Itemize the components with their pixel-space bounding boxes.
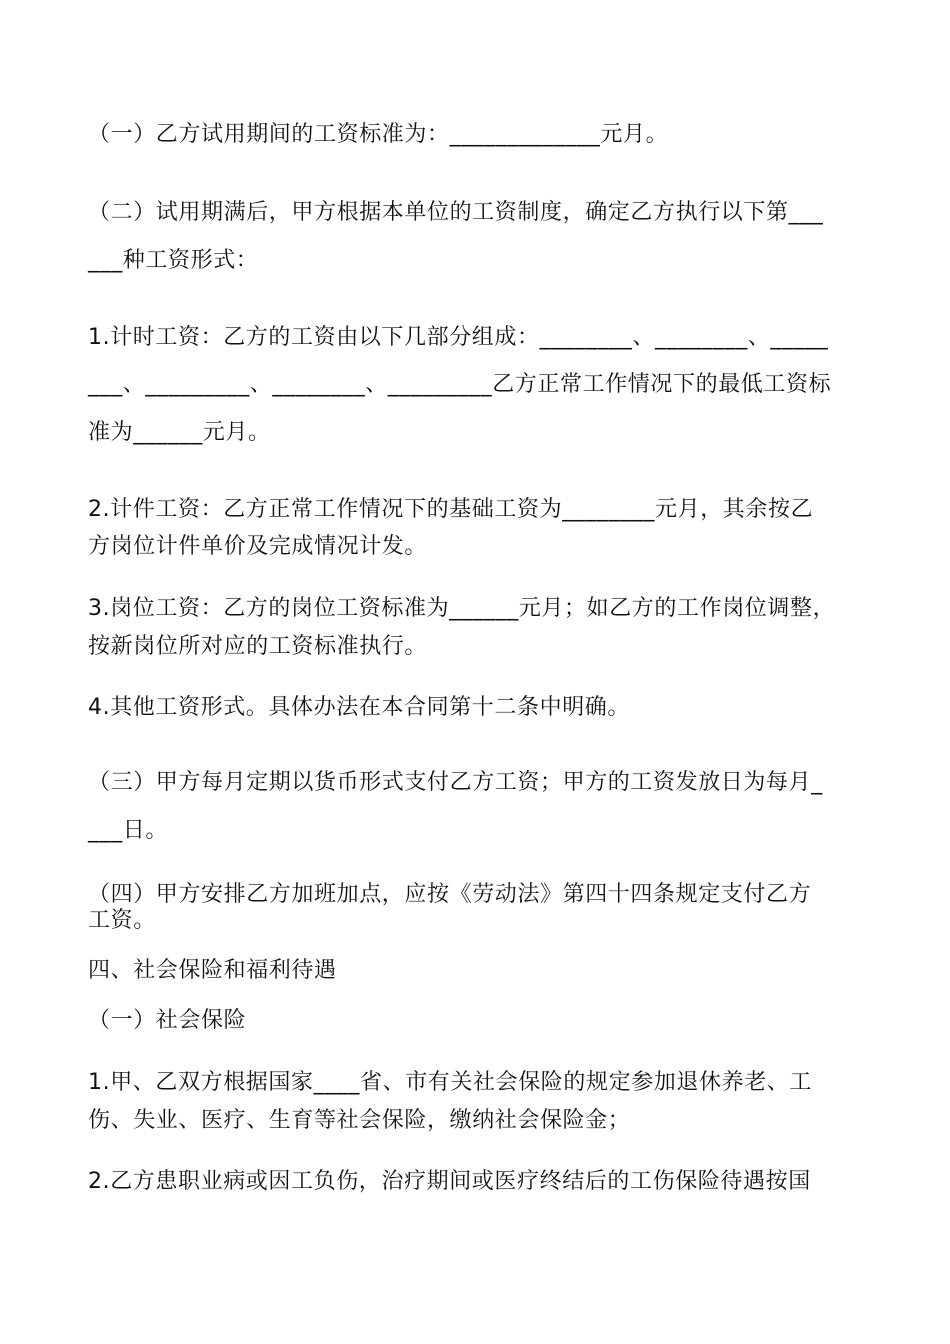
text-line: 准为______元月。 xyxy=(88,420,271,445)
text-line: 方岗位计件单价及完成情况计发。 xyxy=(88,534,428,559)
text-line: 3.岗位工资：乙方的岗位工资标准为______元月；如乙方的工作岗位调整， xyxy=(88,596,836,621)
text-line: （四）甲方安排乙方加班加点，应按《劳动法》第四十四条规定支付乙方 xyxy=(88,882,812,907)
text-line: （三）甲方每月定期以货币形式支付乙方工资；甲方的工资发放日为每月_ xyxy=(88,770,823,795)
text-line: （一）乙方试用期间的工资标准为：_____________元月。 xyxy=(88,122,669,147)
text-line: 1.计时工资：乙方的工资由以下几部分组成：________、________、_____ xyxy=(88,325,829,350)
text-line: 工资。 xyxy=(88,908,156,933)
text-line: （二）试用期满后，甲方根据本单位的工资制度，确定乙方执行以下第___ xyxy=(88,200,824,225)
text-line: 按新岗位所对应的工资标准执行。 xyxy=(88,634,428,659)
text-line: ___日。 xyxy=(88,818,169,843)
text-line: 2.乙方患职业病或因工负伤，治疗期间或医疗终结后的工伤保险待遇按国 xyxy=(88,1169,811,1194)
text-line: ___、_________、________、_________乙方正常工作情况下的最低工资标 xyxy=(88,372,832,397)
text-line: 伤、失业、医疗、生育等社会保险，缴纳社会保险金； xyxy=(88,1108,631,1133)
text-line: ___种工资形式： xyxy=(88,248,259,273)
text-line: 4.其他工资形式。具体办法在本合同第十二条中明确。 xyxy=(88,695,630,720)
text-line: 1.甲、乙双方根据国家____省、市有关社会保险的规定参加退休养老、工 xyxy=(88,1070,812,1095)
text-line: 2.计件工资：乙方正常工作情况下的基础工资为________元月，其余按乙 xyxy=(88,497,814,522)
section-heading: 四、社会保险和福利待遇 xyxy=(88,958,337,983)
subsection-heading: （一）社会保险 xyxy=(88,1008,247,1033)
